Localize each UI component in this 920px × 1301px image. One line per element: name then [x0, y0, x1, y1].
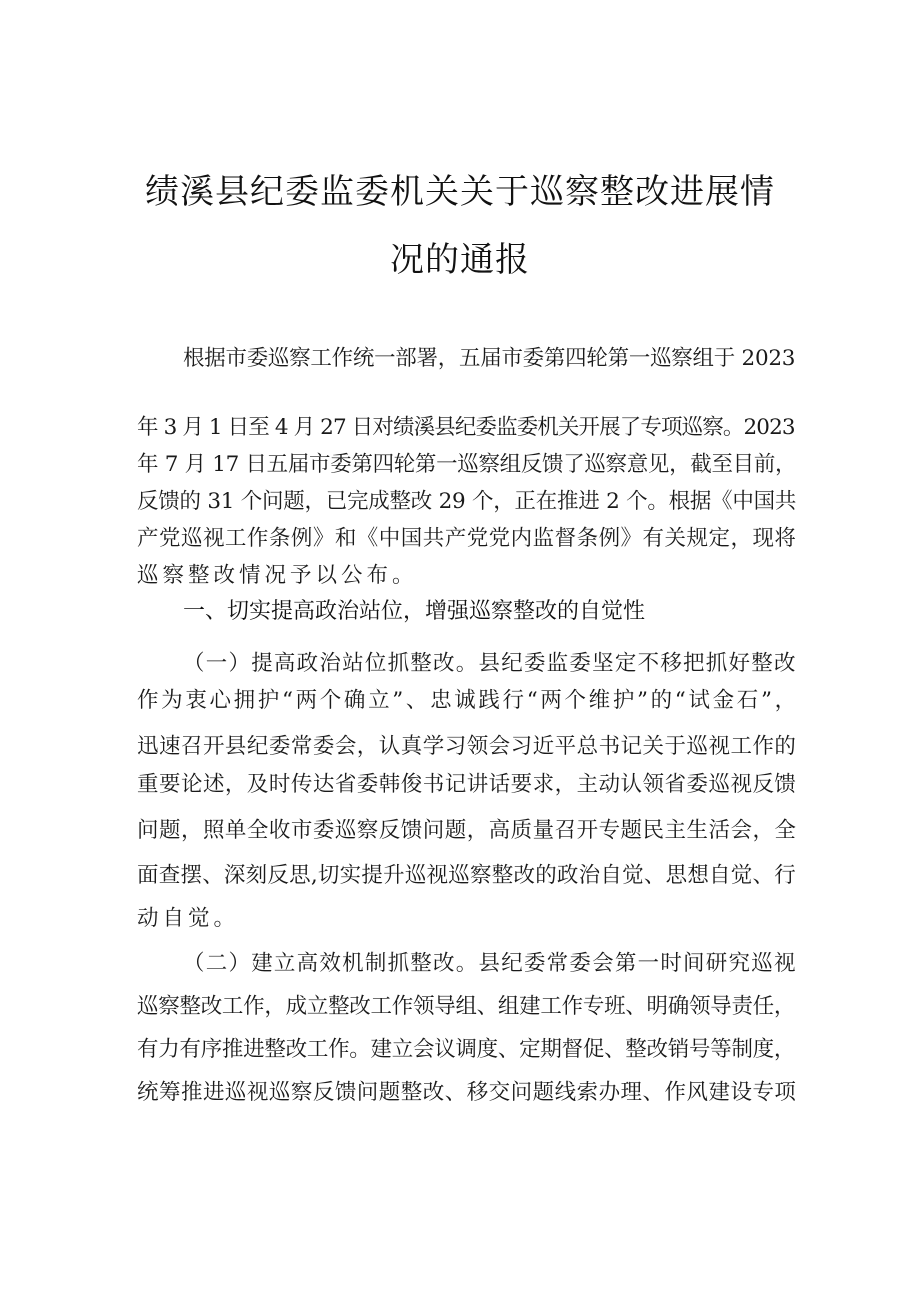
paragraph-line: 巡察整改工作，成立整改工作领导组、组建工作专班、明确领导责任，: [137, 994, 796, 1019]
paragraph-line: 作为衷心拥护“两个确立”、忠诚践行“两个维护”的“试金石”，: [137, 688, 799, 713]
paragraph-line: 动自觉。: [137, 906, 240, 931]
paragraph-line: 面查摆、深刻反思,切实提升巡视巡察整改的政治自觉、思想自觉、行: [137, 863, 796, 888]
intro-line: 年 7 月 17 日五届市委第四轮第一巡察组反馈了巡察意见，截至目前，: [137, 452, 797, 477]
paragraph-line: 问题，照单全收市委巡察反馈问题，高质量召开专题民主生活会，全: [137, 818, 797, 843]
paragraph-line: 迅速召开县纪委常委会，认真学习领会习近平总书记关于巡视工作的: [137, 734, 797, 759]
intro-line: 产党巡视工作条例》和《中国共产党党内监督条例》有关规定，现将: [137, 526, 797, 551]
paragraph-line: （一）提高政治站位抓整改。县纪委监委坚定不移把抓好整改: [183, 651, 797, 676]
document-title-line-2: 况的通报: [390, 240, 530, 280]
intro-line: 巡察整改情况予以公布。: [137, 563, 418, 588]
paragraph-line: 统筹推进巡视巡察反馈问题整改、移交问题线索办理、作风建设专项: [137, 1080, 797, 1105]
paragraph-line: 重要论述，及时传达省委韩俊书记讲话要求，主动认领省委巡视反馈: [137, 772, 797, 797]
intro-line: 反馈的 31 个问题，已完成整改 29 个，正在推进 2 个。根据《中国共: [137, 489, 797, 514]
paragraph-line: （二）建立高效机制抓整改。县纪委常委会第一时间研究巡视: [183, 951, 797, 976]
document-title-line-1: 绩溪县纪委监委机关关于巡察整改进展情: [145, 172, 775, 212]
intro-line: 年 3 月 1 日至 4 月 27 日对绩溪县纪委监委机关开展了专项巡察。2023: [137, 415, 795, 440]
paragraph-line: 有力有序推进整改工作。建立会议调度、定期督促、整改销号等制度，: [137, 1037, 796, 1062]
section-heading: 一、切实提高政治站位，增强巡察整改的自觉性: [183, 599, 646, 624]
intro-line: 根据市委巡察工作统一部署，五届市委第四轮第一巡察组于 2023: [183, 346, 796, 371]
